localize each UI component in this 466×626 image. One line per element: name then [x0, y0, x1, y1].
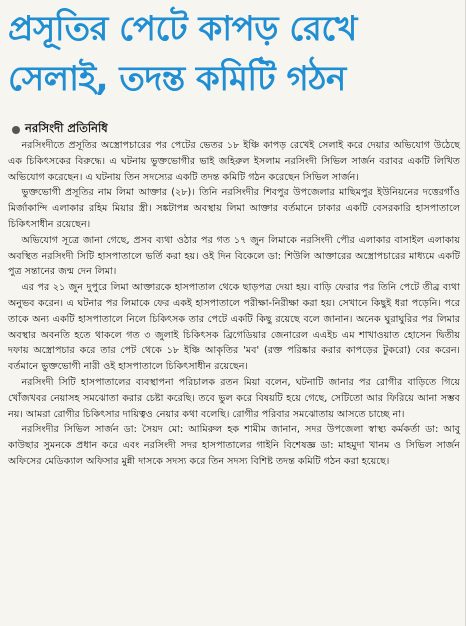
- headline: [8, 4, 460, 104]
- paragraph: নরসিংদীতে প্রসূতির অস্ত্রোপচারের পর পেটের ভেতর ১৮ ইঞ্চি কাপড় রেখেই সেলাই করে দেয়ার অভিযোগ উঠেছে এক চিকিৎসকের বিরুদ্ধে। এ ঘটনায় ভুক্তভোগীর ভাই জহিরুল ইসলাম নরসিংদী সিভিল সার্জন বরাবর একটি লিখিত অভিযোগ করেছেন। এ ঘটনায় তিন সদস্যের একটি তদন্ত কমিটি গঠন করেছেন সিভিল সার্জন।: [8, 140, 460, 183]
- article-body: [8, 138, 460, 470]
- paragraph: নরসিংদী সিটি হাসপাতালের ব্যবস্থাপনা পরিচালক রতন মিয়া বলেন, ঘটনাটি জানার পর রোগীর বাড়িতে গিয়ে খোঁজখবর নেয়াসহ সমঝোতা করার চেষ্টা করেছি। তবে ভুল করে বিষয়টি হয়ে গেছে, সেটিতো আর ফিরিয়ে আনা সম্ভব নয়। আমরা রোগীর চিকিৎসার দায়িত্বও নেয়ার কথা বলেছি। রোগীর পরিবার সমঝোতায় আসতে চাচ্ছে না।: [8, 376, 460, 420]
- paragraph: ভুক্তভোগী প্রসূতির নাম লিমা আক্তার (২৮)। তিনি নরসিংদীর শিবপুর উপজেলার মাছিমপুর ইউনিয়নের দত্তেরগাঁও মির্জাকান্দি এলাকার রহিম মিয়ার স্ত্রী। সঙ্কটাপন্ন অবস্থায় লিমা আক্তার বর্তমানে ঢাকার একটি বেসরকারি হাসপাতালে চিকিৎসাধীন রয়েছেন।: [8, 187, 460, 230]
- headline-line-1: প্রসূতির পেটে কাপড় রেখে: [8, 9, 357, 49]
- paragraph: নরসিংদীর সিভিল সার্জন ডা: সৈয়দ মো: আমিরুল হক শামীম জানান, সদর উপজেলা স্বাস্থ্য কর্মকর্তা ডা: আবু কাউছার সুমনকে প্রধান করে এবং নরসিংদী সদর হাসপাতালের গাইনি বিশেষজ্ঞ ডা: মাহমুদা খানম ও সিভিল সার্জন অফিসের মেডিক্যাল অফিসার মুন্নী দাসকে সদস্য করে তিন সদস্য বিশিষ্ট তদন্ত কমিটি গঠন করা হয়েছে।: [8, 424, 460, 467]
- headline-line-2: সেলাই, তদন্ত কমিটি গঠন: [8, 59, 346, 99]
- paragraph: অভিযোগ সূত্রে জানা গেছে, প্রসব ব্যথা ওঠার পর গত ১৭ জুন লিমাকে নরসিংদী পৌর এলাকার বাসাইল এলাকায় অবস্থিত নরসিংদী সিটি হাসপাতালে ভর্তি করা হয়। ওই দিন বিকেলে ডা: শিউলি আক্তারের অস্ত্রোপচারের মাধ্যমে একটি পুত্র সন্তানের জন্ম দেন লিমা।: [8, 234, 460, 278]
- byline-text: নরসিংদী প্রতিনিধি: [25, 121, 108, 135]
- byline: [12, 120, 108, 139]
- bullet-icon: [12, 126, 20, 134]
- paragraph: এর পর ২১ জুন দুপুরে লিমা আক্তারকে হাসপাতাল থেকে ছাড়পত্র দেয়া হয়। বাড়ি ফেরার পর তিনি পেটে তীব্র ব্যথা অনুভব করেন। এ ঘটনার পর লিমাকে ফের একই হাসপাতালে পরীক্ষা-নিরীক্ষা করা হয়। সেখানে কিছুই ধরা পড়েনি। পরে তাকে অন্য একটি হাসপাতালে নিলে চিকিৎসক তার পেটে একটি কিছু রয়েছে বলে জানান। অনেক ঘুরাঘুরির পর লিমার অবস্থার অবনতি হতে থাকলে গত ৩ জুলাই চিকিৎসক ব্রিগেডিয়ার জেনারেল এএইচ এম শাখাওয়াত হোসেন দ্বিতীয় দফায় অস্ত্রোপচার করে তার পেট থেকে ১৮ ইঞ্চি আকৃতির 'মব' (রক্ত পরিষ্কার করার কাপড়ের টুকরো) বের করেন। বর্তমানে ভুক্তভোগী নারী ওই হাসপাতালে চিকিৎসাধীন রয়েছেন।: [8, 282, 460, 373]
